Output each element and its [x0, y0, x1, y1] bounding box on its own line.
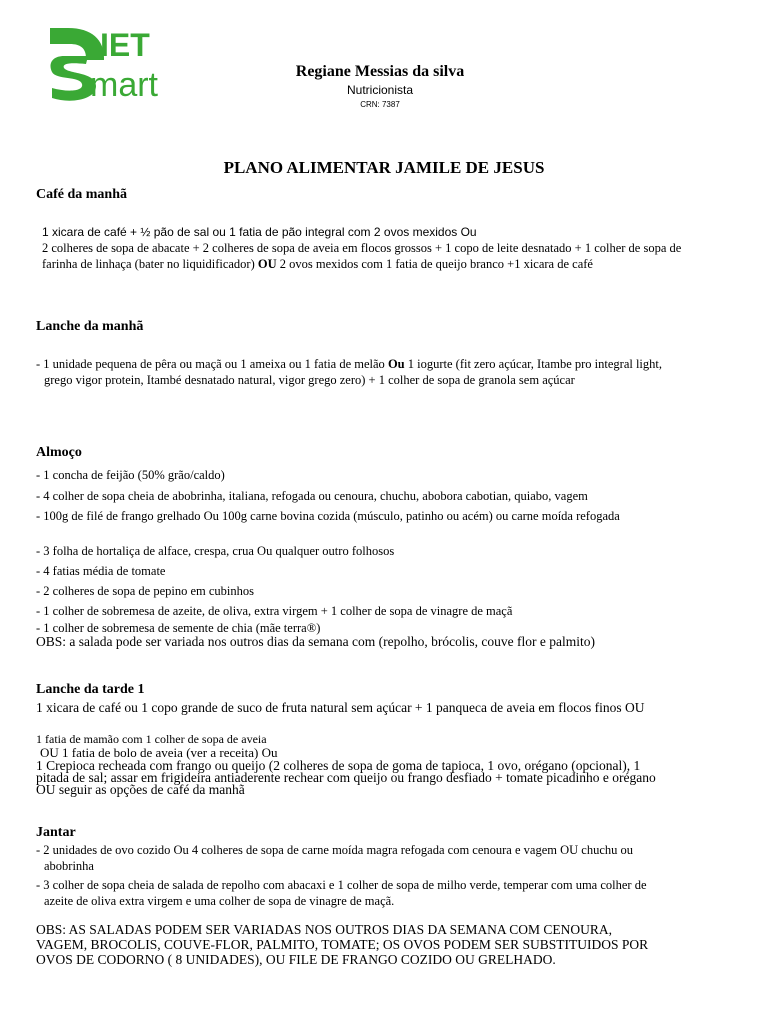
cafe-line-1: 1 xicara de café + ½ pão de sal ou 1 fatia de pão integral com 2 ovos mexidos Ou: [42, 225, 477, 239]
almoco-item: - 2 colheres de sopa de pepino em cubinhos: [36, 584, 254, 598]
cafe-line-2: 2 colheres de sopa de abacate + 2 colheres de sopa de aveia em flocos grossos + 1 copo de leite desnatado + 1 colher de sopa de farinha de linhaça (bater no liquidificador) OU 2 ovos mexidos com 1 fatia de queijo branco +1 xicara de café: [42, 241, 682, 271]
section-heading-almoco: Almoço: [36, 445, 82, 460]
logo-text-top: IET: [100, 27, 150, 63]
jantar-item-1: - 2 unidades de ovo cozido Ou 4 colheres de sopa de carne moída magra refogada com cenoura e vagem OU chuchu ou abobrinha: [36, 843, 633, 873]
almoco-item: - 100g de filé de frango grelhado Ou 100g carne bovina cozida (músculo, patinho ou acém) ou carne moída refogada: [36, 509, 620, 523]
document-title: PLANO ALIMENTAR JAMILE DE JESUS: [223, 158, 545, 177]
almoco-item: - 1 colher de sobremesa de azeite, de oliva, extra virgem + 1 colher de sopa de vinagre de maçã: [36, 604, 513, 618]
section-heading-cafe: Café da manhã: [36, 187, 128, 202]
logo-graphic: [46, 26, 182, 102]
lanche-manha-text: - 1 unidade pequena de pêra ou maçã ou 1 ameixa ou 1 fatia de melão Ou 1 iogurte (fit zero açúcar, Itambe pro integral light, grego vigor protein, Itambé desnatado natural, vigor grego zero) + 1 colher de sopa de granola sem açúcar: [36, 357, 663, 387]
lanche-tarde-line-2: 1 fatia de mamão com 1 colher de sopa de aveia: [36, 732, 267, 746]
professional-name: Regiane Messias da silva: [295, 63, 465, 80]
almoco-item: - 4 colher de sopa cheia de abobrinha, italiana, refogada ou cenoura, chuchu, abobora cabotian, quiabo, vagem: [36, 489, 588, 503]
lanche-tarde-line-4: 1 Crepioca recheada com frango ou queijo (2 colheres de sopa de goma de tapioca, 1 ovo, orégano (opcional), 1 pitada de sal; assar em frigideira antiaderente rechear com queijo ou frango desfiado + tomate picadinho e orégano OU seguir as opções de café da manhã: [36, 758, 656, 797]
section-heading-lanche-tarde: Lanche da tarde 1: [36, 682, 145, 697]
almoco-item: - 1 concha de feijão (50% grão/caldo): [36, 468, 225, 482]
almoco-item: - 1 colher de sobremesa de semente de chia (mãe terra®): [36, 621, 321, 635]
section-heading-lanche-manha: Lanche da manhã: [36, 319, 144, 334]
logo-text-bottom: mart: [90, 66, 158, 102]
final-obs: OBS: AS SALADAS PODEM SER VARIADAS NOS OUTROS DIAS DA SEMANA COM CENOURA, VAGEM, BROCOLIS, COUVE-FLOR, PALMITO, TOMATE; OS OVOS PODEM SER SUBSTITUIDOS POR OVOS DE CODORNO ( 8 UNIDADES), OU FILE DE FRANGO COZIDO OU GRELHADO.: [36, 922, 649, 967]
section-heading-jantar: Jantar: [36, 825, 76, 840]
almoco-item: - 3 folha de hortaliça de alface, crespa, crua Ou qualquer outro folhosos: [36, 544, 395, 558]
diet-smart-logo: [46, 26, 182, 102]
professional-role: Nutricionista: [346, 83, 414, 97]
lanche-tarde-line-3: OU 1 fatia de bolo de aveia (ver a receita) Ou: [40, 745, 278, 760]
almoco-obs: OBS: a salada pode ser variada nos outros dias da semana com (repolho, brócolis, couve flor e palmito): [36, 634, 595, 649]
professional-info: [230, 62, 530, 112]
lanche-tarde-line-1: 1 xicara de café ou 1 copo grande de suco de fruta natural sem açúcar + 1 panqueca de aveia em flocos finos OU: [36, 700, 645, 715]
almoco-item: - 4 fatias média de tomate: [36, 564, 166, 578]
jantar-item-2: - 3 colher de sopa cheia de salada de repolho com abacaxi e 1 colher de sopa de milho verde, temperar com uma colher de azeite de oliva extra virgem e uma colher de sopa de vinagre de maçã.: [36, 878, 647, 908]
professional-crn: CRN: 7387: [360, 100, 400, 109]
